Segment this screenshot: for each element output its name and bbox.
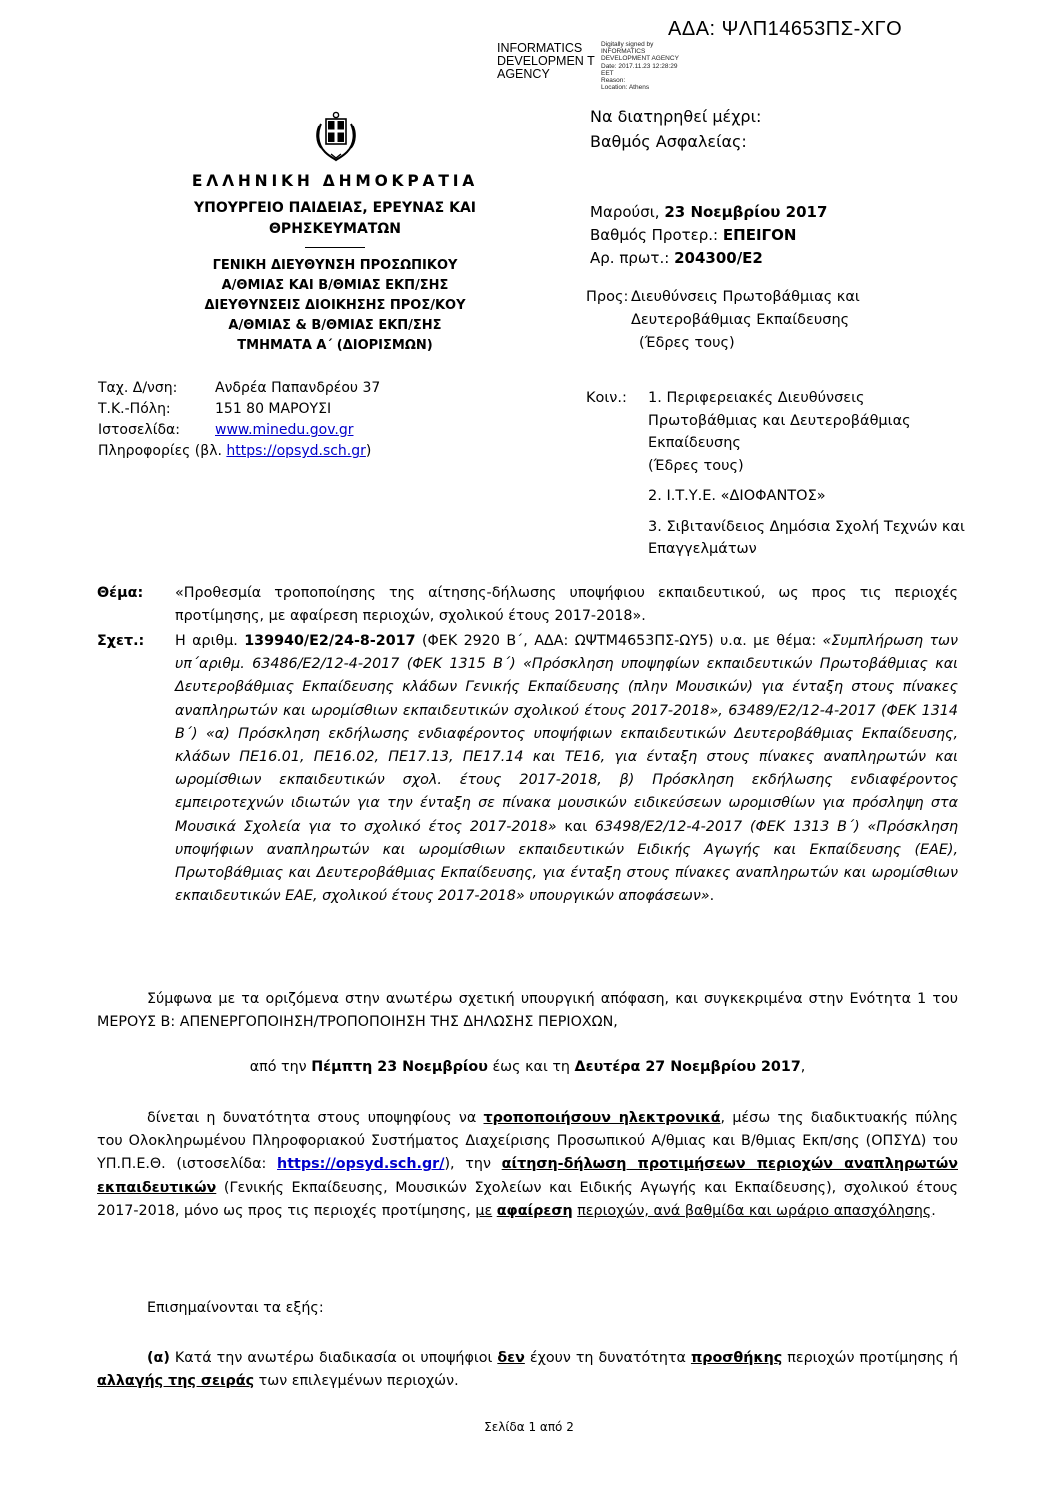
cc-item: 1. Περιφερειακές Διευθύνσεις Πρωτοβάθμιας και Δευτεροβάθμιας Εκπαίδευσης (Έδρες τους): [648, 390, 911, 474]
signature-line: Digitally signed by: [601, 41, 654, 48]
related-label: Σχετ.:: [97, 633, 145, 649]
retention-block: [590, 104, 761, 154]
street-value: Ανδρέα Παπανδρέου 37: [215, 380, 381, 396]
directorate-line: Α/ΘΜΙΑΣ ΚΑΙ Β/ΘΜΙΑΣ ΕΚΠ/ΣΗΣ: [221, 278, 449, 293]
document-date: 23 Νοεμβρίου 2017: [664, 203, 828, 221]
related-block: [97, 630, 958, 908]
to-line: (Έδρες τους): [639, 335, 735, 351]
address-row: [98, 441, 380, 462]
signature-line: INFORMATICS: [601, 48, 646, 56]
web-label: Ιστοσελίδα:: [98, 422, 180, 438]
security-level: Βαθμός Ασφαλείας:: [590, 132, 747, 151]
address-row: [98, 399, 380, 420]
cc-item: 3. Σιβιτανίδειος Δημόσια Σχολή Τεχνών και Επαγγελμάτων: [648, 518, 965, 557]
directorate-line: ΔΙΕΥΘΥΝΣΕΙΣ ΔΙΟΙΚΗΣΗΣ ΠΡΟΣ/ΚΟΥ: [204, 298, 466, 313]
cc-seats: (Έδρες τους): [648, 457, 744, 474]
directorate-block: [180, 256, 490, 356]
date-block: [590, 201, 827, 270]
cc-block: [586, 387, 976, 567]
subject-block: [97, 582, 958, 628]
info-label: Πληροφορίες (βλ.: [98, 443, 222, 459]
ada-code: ΑΔΑ: ΨΛΠ14653ΠΣ-ΧΓΟ: [668, 18, 903, 40]
to-line: Διευθύνσεις Πρωτοβάθμιας και: [631, 289, 860, 305]
signature-line: EET: [601, 69, 614, 77]
signature-details: [601, 41, 721, 91]
to-label: Προς:: [586, 289, 629, 305]
page-number: Σελίδα 1 από 2: [484, 1420, 574, 1434]
directorate-line: ΤΜΗΜΑΤΑ Α΄ (ΔΙΟΡΙΣΜΩΝ): [237, 338, 433, 353]
signature-org: INFORMATICS DEVELOPMEN T AGENCY: [497, 41, 595, 81]
greek-emblem-icon: [313, 110, 359, 162]
signature-line: Location: Athens: [601, 84, 650, 92]
address-block: [98, 378, 380, 462]
place: Μαρούσι,: [590, 203, 660, 221]
to-value: [631, 286, 931, 355]
deadline-dates: από την Πέμπτη 23 Νοεμβρίου έως και τη Δευτέρα 27 Νοεμβρίου 2017,: [249, 1059, 806, 1075]
keep-until: Να διατηρηθεί μέχρι:: [590, 107, 762, 126]
protocol-number: 204300/Ε2: [674, 249, 763, 267]
directorate-line: Α/ΘΜΙΑΣ & Β/ΘΜΙΑΣ ΕΚΠ/ΣΗΣ: [228, 318, 442, 333]
address-row: [98, 420, 380, 441]
body-paragraph: δίνεται η δυνατότητα στους υποψηφίους να τροποποιήσουν ηλεκτρονικά, μέσω της διαδικτυακής πύλης του Ολοκληρωμένου Πληροφοριακού Συστήματος Διαχείρισης Προσωπικού Α/θμιας και Β/θμιας Εκπ/σης (ΟΠΣΥΔ) του ΥΠ.Π.Ε.Θ. (ιστοσελίδα: https://opsyd.sch.gr/), την αίτηση-δήλωση προτιμήσεων περιοχών αναπληρωτών εκπαιδευτικών (Γενικής Εκπαίδευσης, Μουσικών Σχολείων και Ειδικής Αγωγής και Εκπαίδευσης), σχολικού έτους 2017-2018, μόνο ως προς τις περιοχές προτίμησης, με αφαίρεση περιοχών, ανά βαθμίδα και ωράριο απασχόλησης.: [97, 1110, 959, 1219]
cc-label: Κοιν.:: [586, 390, 627, 406]
city-label: Τ.Κ.-Πόλη:: [98, 401, 171, 417]
subject-label: Θέμα:: [97, 585, 144, 601]
cc-list: [648, 387, 968, 569]
notes-heading: Επισημαίνονται τα εξής:: [147, 1300, 324, 1316]
to-line: Δευτεροβάθμιας Εκπαίδευσης: [631, 312, 850, 328]
subject-text: «Προθεσμία τροποποίησης της αίτησης-δήλωσης υποψήφιου εκπαιδευτικού, ως προς τις περιοχές προτίμησης, με αφαίρεση περιοχών, σχολικού έτους 2017-2018».: [175, 585, 958, 625]
cc-item: 2. Ι.Τ.Υ.Ε. «ΔΙΟΦΑΝΤΟΣ»: [648, 488, 826, 504]
related-text: Η αριθμ. 139940/Ε2/24-8-2017 (ΦΕΚ 2920 Β΄, ΑΔΑ: ΩΨΤΜ4653ΠΣ-ΩΥ5) υ.α. με θέμα: «Συμπλήρωση των υπ΄αριθμ. 63486/Ε2/12-4-2017 (ΦΕΚ 1315 Β΄) «Πρόσκληση υποψηφίων εκπαιδευτικών Πρωτοβάθμιας και Δευτεροβάθμιας Εκπαίδευσης κλάδων Γενικής Εκπαίδευσης (πλην Μουσικών) για ένταξη στους πίνακες αναπληρωτών και ωρομίσθιων εκπαιδευτικών σχολικού έτους 2017-2018», 63489/Ε2/12-4-2017 (ΦΕΚ 1314 Β΄) «α) Πρόσκληση εκδήλωσης ενδιαφέροντος υποψήφιων εκπαιδευτικών Δευτεροβάθμιας Εκπαίδευσης, κλάδων ΠΕ16.01, ΠΕ16.02, ΠΕ17.13, ΠΕ17.14 και ΤΕ16, για ένταξη στους πίνακες αναπληρωτών και ωρομίσθιων εκπαιδευτικών σχολ. έτους 2017-2018, β) Πρόσκληση εκδήλωσης ενδιαφέροντος εμπειροτεχνών ιδιωτών για την ένταξη σε πίνακα μουσικών ειδικεύσεων ωρομισθίων για πρόσληψη στα Μουσικά Σχολεία για το σχολικό έτος 2017-2018» και 63498/Ε2/12-4-2017 (ΦΕΚ 1313 Β΄) «Πρόσκληση υποψήφιων αναπληρωτών και ωρομίσθιων εκπαιδευτικών Ειδικής Αγωγής και Εκπαίδευσης (ΕΑΕ), Πρωτοβάθμιας και Δευτεροβάθμιας Εκπαίδευσης, για ένταξη στους πίνακες αναπληρωτών και ωρομίσθιων εκπαιδευτικών ΕΑΕ, σχολικού έτους 2017-2018» υπουργικών αποφάσεων».: [175, 633, 959, 905]
opsyd-link[interactable]: https://opsyd.sch.gr: [226, 443, 366, 459]
street-label: Ταχ. Δ/νση:: [98, 380, 178, 396]
ministry-line: ΘΡΗΣΚΕΥΜΑΤΩΝ: [269, 221, 401, 237]
directorate-line: ΓΕΝΙΚΗ ΔΙΕΥΘΥΝΣΗ ΠΡΟΣΩΠΙΚΟΥ: [212, 258, 458, 273]
info-suffix: ): [365, 443, 372, 459]
address-row: [98, 378, 380, 399]
signature-line: Reason:: [601, 77, 626, 85]
ministry-line: ΥΠΟΥΡΓΕΙΟ ΠΑΙΔΕΙΑΣ, ΕΡΕΥΝΑΣ ΚΑΙ: [194, 200, 476, 216]
note-a: (α) Κατά την ανωτέρω διαδικασία οι υποψήφιοι δεν έχουν τη δυνατότητα προσθήκης περιοχών προτίμησης ή αλλαγής της σειράς των επιλεγμένων περιοχών.: [97, 1350, 959, 1390]
signature-line: DEVELOPMENT AGENCY: [601, 55, 679, 63]
website-link[interactable]: www.minedu.gov.gr: [215, 422, 354, 438]
header-title: ΕΛΛΗΝΙΚΗ ΔΗΜΟΚΡΑΤΙΑ: [191, 172, 479, 190]
opsyd-link[interactable]: https://opsyd.sch.gr/: [277, 1156, 445, 1173]
priority-value: ΕΠΕΙΓΟΝ: [722, 226, 797, 244]
signature-line: Date: 2017.11.23 12:28:29: [601, 62, 678, 70]
recipients-block: [586, 286, 966, 361]
priority-label: Βαθμός Προτερ.:: [590, 226, 719, 244]
ministry-name: [180, 198, 490, 240]
divider: [305, 247, 365, 248]
protocol-label: Αρ. πρωτ.:: [590, 249, 670, 267]
body-paragraph: Σύμφωνα με τα οριζόμενα στην ανωτέρω σχετική υπουργική απόφαση, και συγκεκριμένα στην Ενότητα 1 του ΜΕΡΟΥΣ Β: ΑΠΕΝΕΡΓΟΠΟΙΗΣΗ/ΤΡΟΠΟΠΟΙΗΣΗ ΤΗΣ ΔΗΛΩΣΗΣ ΠΕΡΙΟΧΩΝ,: [97, 991, 958, 1031]
city-value: 151 80 ΜΑΡΟΥΣΙ: [215, 401, 332, 417]
